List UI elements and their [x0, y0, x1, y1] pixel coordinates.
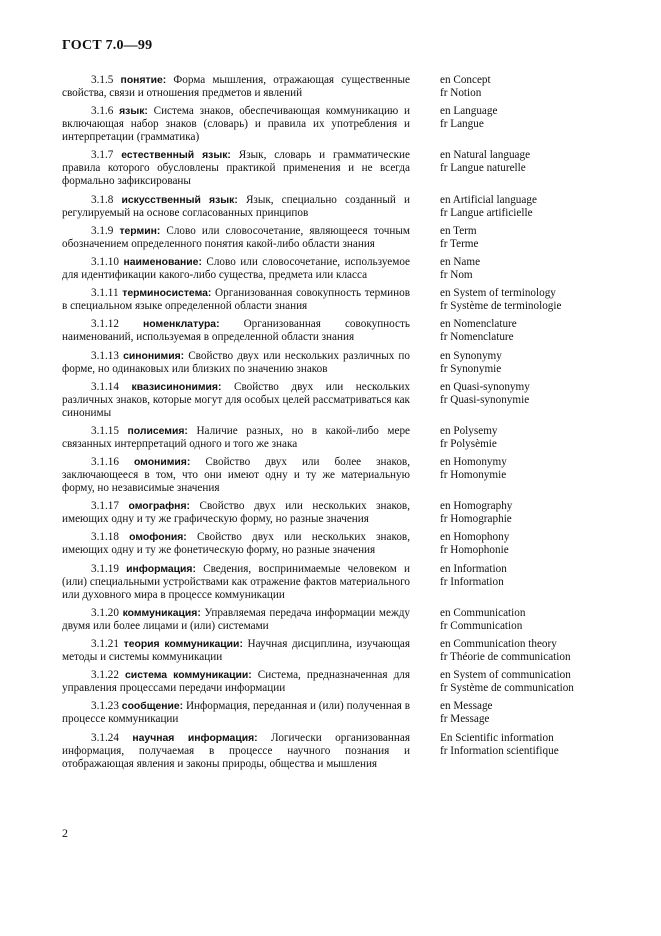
definition-text [62, 225, 410, 251]
glossary-entry [62, 607, 622, 633]
french-equivalent: fr Nom [440, 268, 473, 281]
english-equivalent: en Information [440, 562, 507, 575]
definition-text [62, 287, 410, 313]
definition-body: Система, предназначенная для управления процессами передачи информации [62, 669, 411, 695]
glossary-entry [62, 669, 622, 695]
english-equivalent: en Quasi-synonymy [440, 380, 530, 393]
entry-number: 3.1.23 [91, 700, 119, 713]
english-equivalent: En Scientific information [440, 731, 554, 744]
entry-number: 3.1.19 [91, 562, 119, 575]
entry-number: 3.1.16 [91, 456, 119, 469]
entry-number: 3.1.6 [91, 105, 114, 118]
term-name: омонимия: [133, 457, 191, 469]
glossary-entry [62, 194, 622, 220]
english-equivalent: en Polysemy [440, 424, 498, 437]
entry-number: 3.1.21 [91, 638, 119, 650]
entry-number: 3.1.8 [91, 193, 114, 206]
french-equivalent: fr Langue naturelle [440, 162, 526, 175]
term-name: искусственный язык: [121, 194, 238, 206]
french-equivalent: fr Message [440, 713, 490, 726]
definition-text [62, 149, 410, 188]
entry-number: 3.1.11 [91, 287, 119, 300]
entry-number: 3.1.10 [91, 255, 119, 268]
glossary-entry [62, 318, 622, 344]
english-equivalent: en Message [440, 700, 493, 713]
glossary-entry [62, 531, 622, 557]
foreign-equivalents [440, 74, 622, 100]
term-name: научная информация: [132, 732, 258, 744]
term-name: полисемия: [127, 425, 188, 437]
french-equivalent: fr Synonymie [440, 362, 502, 375]
french-equivalent: fr Information scientifique [440, 744, 559, 757]
glossary-entry [62, 638, 622, 664]
definition-body: Язык, специально созданный и регулируемый на основе согласованных принципов [62, 193, 411, 219]
foreign-equivalents [440, 456, 622, 495]
glossary-entry [62, 732, 622, 771]
definition-text [62, 607, 410, 633]
entry-number: 3.1.15 [91, 424, 119, 437]
english-equivalent: en System of terminology [440, 287, 556, 300]
definition-text [62, 256, 410, 282]
definition-text [62, 194, 410, 220]
french-equivalent: fr Quasi-synonymie [440, 393, 530, 406]
french-equivalent: fr Communication [440, 619, 523, 632]
definition-body: Система знаков, обеспечивающая коммуникацию и включающая набор знаков (словарь) и правила их употребления и интерпретации (грамматика) [62, 105, 411, 144]
french-equivalent: fr Système de communication [440, 682, 574, 695]
definition-body: Научная дисциплина, изучающая методы и системы коммуникации [62, 638, 410, 663]
definition-body: Наличие разных, но в какой-либо мере связанных интерпретаций одного и того же знака [62, 424, 411, 450]
glossary-entry [62, 105, 622, 144]
definition-text [62, 381, 410, 420]
glossary-entry [62, 500, 622, 526]
french-equivalent: fr Langue artificielle [440, 206, 533, 219]
term-name: номенклатура: [143, 319, 220, 331]
french-equivalent: fr Information [440, 575, 504, 588]
french-equivalent: fr Système de terminologie [440, 300, 562, 313]
entry-number: 3.1.17 [91, 500, 119, 513]
french-equivalent: fr Homographie [440, 513, 512, 526]
entry-number: 3.1.20 [91, 606, 119, 619]
french-equivalent: fr Nomenclature [440, 331, 514, 344]
french-equivalent: fr Homonymie [440, 469, 507, 482]
foreign-equivalents [440, 669, 622, 695]
foreign-equivalents [440, 194, 622, 220]
foreign-equivalents [440, 350, 622, 376]
entry-number: 3.1.14 [91, 380, 119, 393]
term-name: наименование: [123, 256, 202, 268]
term-name: понятие: [120, 75, 167, 86]
definition-body: Управляемая передача информации между двумя или более лицами и (или) системами [62, 606, 410, 632]
definition-body: Организованная совокупность терминов в специальном языке определенной области знания [62, 287, 410, 313]
foreign-equivalents [440, 105, 622, 144]
english-equivalent: en Homonymy [440, 456, 507, 469]
english-equivalent: en Homography [440, 500, 513, 513]
term-name: омофония: [129, 532, 187, 544]
foreign-equivalents [440, 607, 622, 633]
definition-body: Свойство двух или более знаков, заключающееся в том, что они имеют одну и ту же материальную форму, но независимые значения [62, 456, 411, 495]
foreign-equivalents [440, 287, 622, 313]
glossary-entry [62, 225, 622, 251]
definition-body: Организованная совокупность наименований, используемая в определенной области знания [62, 318, 410, 344]
definition-body: Форма мышления, отражающая существенные свойства, связи и отношения предметов и явлений [62, 74, 410, 99]
glossary-entry [62, 700, 622, 726]
english-equivalent: en Synonymy [440, 349, 502, 362]
english-equivalent: en Term [440, 224, 477, 237]
definition-text [62, 350, 410, 376]
definition-body: Свойство двух или нескольких различных по форме, но одинаковых или близких по значению знаков [62, 349, 410, 375]
entry-number: 3.1.12 [91, 318, 119, 331]
foreign-equivalents [440, 149, 622, 188]
english-equivalent: en Language [440, 105, 498, 118]
english-equivalent: en System of communication [440, 669, 571, 682]
english-equivalent: en Concept [440, 74, 491, 86]
definition-text [62, 700, 410, 726]
glossary-entry [62, 74, 622, 100]
glossary-entry [62, 256, 622, 282]
english-equivalent: en Name [440, 255, 481, 268]
french-equivalent: fr Polysèmie [440, 437, 497, 450]
entry-number: 3.1.18 [91, 531, 119, 544]
term-name: омографня: [128, 501, 190, 513]
document-header: ГОСТ 7.0—99 [62, 38, 153, 53]
glossary-entry [62, 149, 622, 188]
glossary-entry [62, 563, 622, 602]
definition-text [62, 318, 410, 344]
french-equivalent: fr Langue [440, 118, 484, 131]
english-equivalent: en Natural language [440, 149, 531, 162]
term-name: информация: [126, 563, 196, 575]
term-name: система коммуникации: [125, 670, 252, 682]
foreign-equivalents [440, 563, 622, 602]
term-name: коммуникация: [122, 607, 201, 619]
definition-body: Сведения, воспринимаемые человеком и (или) специальными устройствами как отражение фактов материального или духовного мира в процессе коммуникации [62, 562, 411, 601]
definition-body: Свойство двух или нескольких различных знаков, которые могут для особых целей рассматриваться как синонимы [62, 380, 411, 419]
term-name: термин: [119, 225, 161, 237]
glossary-entry [62, 381, 622, 420]
term-name: синонимия: [123, 350, 185, 362]
foreign-equivalents [440, 700, 622, 726]
definition-body: Логически организованная информация, получаемая в процессе научного познания и отображающая явления и законы природы, общества и мышления [62, 731, 410, 770]
definition-text [62, 563, 410, 602]
foreign-equivalents [440, 531, 622, 557]
glossary-entry [62, 456, 622, 495]
definition-text [62, 638, 410, 664]
entry-number: 3.1.5 [91, 74, 114, 86]
definition-text [62, 669, 410, 695]
foreign-equivalents [440, 425, 622, 451]
definition-body: Свойство двух или нескольких знаков, имеющих одну и ту же графическую форму, но разные значения [62, 500, 411, 526]
entry-number: 3.1.13 [91, 349, 119, 362]
definition-body: Язык, словарь и грамматические правила которого обусловлены практикой применения и не всегда формально зафиксированы [62, 149, 410, 188]
french-equivalent: fr Notion [440, 87, 482, 99]
definition-text [62, 425, 410, 451]
glossary-entry [62, 287, 622, 313]
glossary-entry [62, 350, 622, 376]
definition-text [62, 74, 410, 100]
term-name: терминосистема: [122, 288, 212, 300]
definition-body: Свойство двух или нескольких знаков, имеющих одну и ту же фонетическую форму, но разные значения [62, 531, 411, 557]
foreign-equivalents [440, 225, 622, 251]
entry-number: 3.1.24 [91, 731, 119, 744]
definition-text [62, 456, 410, 495]
page-number: 2 [62, 826, 68, 840]
definition-text [62, 500, 410, 526]
definition-body: Слово или словосочетание, являющееся точным обозначением определенного понятия какой-либо области знания [62, 224, 410, 250]
term-name: язык: [119, 106, 148, 118]
entry-number: 3.1.9 [91, 224, 114, 237]
term-name: квазисинонимия: [131, 381, 222, 393]
foreign-equivalents [440, 318, 622, 344]
term-name: естественный язык: [121, 150, 231, 162]
definition-text [62, 105, 410, 144]
definition-text [62, 732, 410, 771]
entry-number: 3.1.22 [91, 669, 119, 682]
english-equivalent: en Communication theory [440, 638, 557, 650]
foreign-equivalents [440, 381, 622, 420]
term-name: сообщение: [121, 701, 184, 713]
french-equivalent: fr Terme [440, 237, 479, 250]
english-equivalent: en Communication [440, 606, 526, 619]
entry-number: 3.1.7 [91, 149, 114, 162]
definition-body: Информация, переданная и (или) полученная в процессе коммуникации [62, 700, 410, 726]
foreign-equivalents [440, 732, 622, 771]
glossary-entries [62, 74, 622, 776]
foreign-equivalents [440, 500, 622, 526]
english-equivalent: en Artificial language [440, 193, 537, 206]
french-equivalent: fr Homophonie [440, 544, 509, 557]
term-name: теория коммуникации: [123, 639, 243, 650]
definition-body: Слово или словосочетание, используемое для идентификации какого-либо существа, предмета или класса [62, 255, 411, 281]
french-equivalent: fr Théorie de communication [440, 651, 571, 663]
glossary-entry [62, 425, 622, 451]
foreign-equivalents [440, 256, 622, 282]
english-equivalent: en Nomenclature [440, 318, 517, 331]
english-equivalent: en Homophony [440, 531, 510, 544]
foreign-equivalents [440, 638, 622, 664]
definition-text [62, 531, 410, 557]
